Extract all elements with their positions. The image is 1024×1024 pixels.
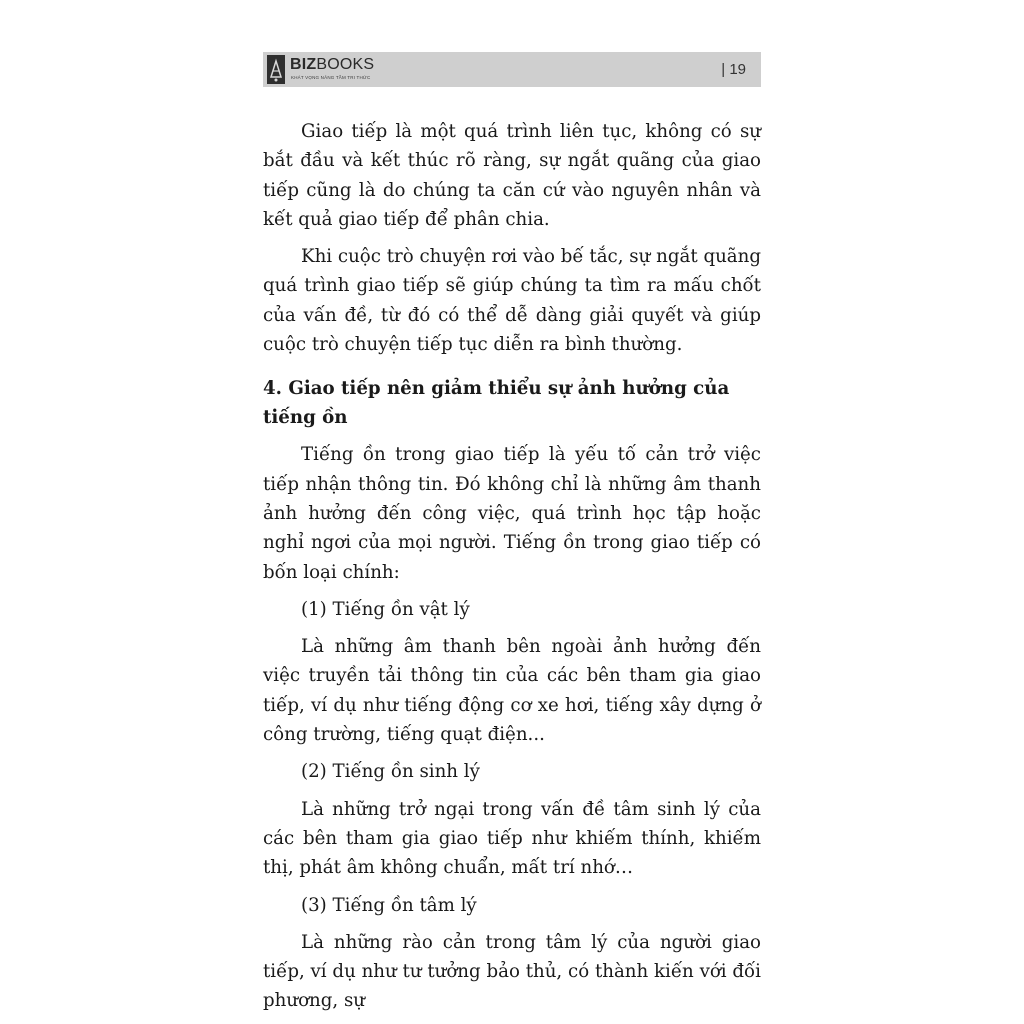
list-item: (3) Tiếng ồn tâm lý: [301, 894, 477, 916]
page-number: | 19: [721, 61, 746, 78]
brand-bold: BIZ: [290, 56, 317, 73]
brand-tagline: KHÁT VỌNG NÂNG TẦM TRI THỨC: [291, 75, 371, 80]
paragraph: Giao tiếp là một quá trình liên tục, không có sự bắt đầu và kết thúc rõ ràng, sự ngắt quãng của giao tiếp cũng là do chúng ta căn cứ vào nguyên nhân và kết quả giao tiếp để phân chia.: [263, 121, 761, 230]
section-heading: 4. Giao tiếp nên giảm thiểu sự ảnh hưởng của tiếng ồn: [263, 378, 730, 429]
page-header: [263, 52, 761, 87]
brand-rest: BOOKS: [316, 56, 375, 73]
brand-name: [290, 56, 374, 73]
paragraph: Là những rào cản trong tâm lý của người giao tiếp, ví dụ như tư tưởng bảo thủ, có thành kiến với đối phương, sự: [263, 931, 761, 1012]
list-item: (1) Tiếng ồn vật lý: [301, 598, 470, 620]
list-item: (2) Tiếng ồn sinh lý: [301, 761, 480, 783]
paragraph: Khi cuộc trò chuyện rơi vào bế tắc, sự ngắt quãng quá trình giao tiếp sẽ giúp chúng ta tìm ra mấu chốt của vấn đề, từ đó có thể dễ dàng giải quyết và giúp cuộc trò chuyện tiếp tục diễn ra bình thường.: [263, 246, 761, 356]
bizbooks-logo-icon: [267, 55, 285, 84]
paragraph: Tiếng ồn trong giao tiếp là yếu tố cản trở việc tiếp nhận thông tin. Đó không chỉ là những âm thanh ảnh hưởng đến công việc, quá trình học tập hoặc nghỉ ngơi của mọi người. Tiếng ồn trong giao tiếp có bốn loại chính:: [263, 444, 761, 583]
paragraph: Là những trở ngại trong vấn đề tâm sinh lý của các bên tham gia giao tiếp như khiếm thính, khiếm thị, phát âm không chuẩn, mất trí nhớ…: [263, 798, 761, 879]
paragraph: Là những âm thanh bên ngoài ảnh hưởng đến việc truyền tải thông tin của các bên tham gia giao tiếp, ví dụ như tiếng động cơ xe hơi, tiếng xây dựng ở công trường, tiếng quạt điện...: [263, 636, 761, 746]
page-body: [263, 117, 761, 1016]
